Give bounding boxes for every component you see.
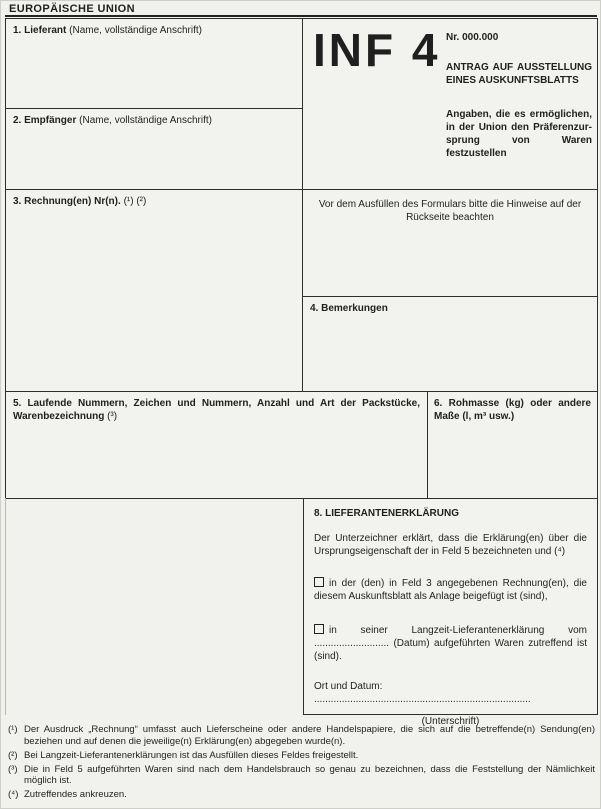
footnotes [8, 724, 595, 803]
footnote-2 [8, 750, 595, 762]
declaration-intro: Der Unterzeichner erklärt, dass die Erklärung(en) über die Ursprungseigenschaft der in Feld 5 bezeichneten und (⁴) [314, 533, 587, 557]
footnote-3 [8, 764, 595, 787]
field-3-label: 3. Rechnung(en) Nr(n). [13, 196, 121, 207]
field-4-input-area[interactable] [303, 317, 597, 391]
field-1-label: 1. Lieferant [13, 25, 67, 36]
field-5-label-row [6, 392, 427, 423]
field-5-hint: (³) [107, 411, 118, 422]
footnote-1 [8, 724, 595, 747]
field-2-label: 2. Empfänger [13, 115, 77, 126]
field-6-input-area[interactable] [428, 424, 597, 498]
field-6-rohmasse-box [427, 391, 598, 499]
field-5-label: 5. Laufende Nummern, Zeichen und Nummern, Anzahl und Art der Packstücke, Warenbezeichnung [13, 398, 420, 422]
field-4-label: 4. Bemerkungen [310, 303, 388, 314]
page-title: EUROPÄISCHE UNION [9, 3, 135, 15]
footnote-1-marker: (¹) [8, 724, 18, 735]
form-heading-block [446, 32, 592, 160]
footnote-3-marker: (³) [8, 763, 18, 775]
field-4-label-row [303, 297, 597, 315]
footnote-3-text: Die in Feld 5 aufgeführten Waren sind nach dem Handelsbrauch so genau zu bezeichnen, dass die Feststellung der Nämlichkeit möglich ist. [24, 763, 595, 786]
footnote-2-marker: (²) [8, 749, 18, 761]
declaration-option-2-text: in seiner Langzeit-Lieferantenerklärung vom ........................... (Datum) aufgeführten Waren zutreffend ist (sind). [314, 625, 587, 662]
field-3-hint: (¹) (²) [123, 196, 147, 207]
field-5-warenbezeichnung-box [5, 391, 428, 499]
field-6-label-row [428, 392, 597, 423]
place-date-row [314, 680, 587, 706]
place-date-line[interactable]: .............................................................................. [314, 694, 531, 705]
field-8-content [304, 499, 597, 728]
field-2-empfaenger-box [5, 108, 303, 190]
footnote-4-text: Zutreffendes ankreuzen. [24, 789, 127, 800]
field-2-label-row [6, 109, 302, 127]
inf4-header-box [302, 18, 598, 190]
field-6-label: 6. Rohmasse (kg) oder andere Maße (l, m³ usw.) [434, 398, 591, 422]
declaration-option-1 [314, 577, 587, 603]
notice-text: Vor dem Ausfüllen des Formulars bitte die Hinweise auf der Rückseite beachten [318, 199, 582, 223]
field-1-lieferant-box [5, 18, 303, 109]
form-subheading: Angaben, die es ermöglichen, in der Union den Präferenzursprung von Waren festzustellen [446, 109, 592, 159]
place-date-label: Ort und Datum: [314, 681, 383, 692]
notice-box [302, 189, 598, 297]
field-3-input-area[interactable] [6, 210, 302, 391]
footnote-4 [8, 789, 595, 801]
header-rule [5, 15, 597, 17]
footnote-1-text: Der Ausdruck „Rechnung“ umfasst auch Lieferscheine oder andere Handelspapiere, die sich auf die betreffende(n) Sendung(en) beziehen und auf denen die jeweilige(n) Erklärung(en) abgegeben wurde(n). [24, 724, 595, 747]
declaration-option-2 [314, 624, 587, 663]
signature-label: (Unterschrift) [421, 716, 480, 727]
form-code-title: INF 4 [313, 24, 441, 76]
field-3-rechnungen-box [5, 189, 303, 392]
declaration-option-1-text: in der (den) in Feld 3 angegebenen Rechnung(en), die diesem Auskunftsblatt als Anlage beigefügt ist (sind), [314, 578, 587, 602]
field-2-input-area[interactable] [6, 129, 302, 189]
field-1-hint: (Name, vollständige Anschrift) [69, 25, 202, 36]
checkbox-option-1-icon[interactable] [314, 577, 324, 587]
checkbox-option-2-icon[interactable] [314, 624, 324, 634]
form-heading: ANTRAG AUF AUSSTELLUNG EINES AUSKUNFTSBLATTS [446, 62, 592, 86]
form-serial-number: Nr. 000.000 [446, 32, 499, 43]
footnote-2-text: Bei Langzeit-Lieferantenerklärungen ist das Ausfüllen dieses Feldes freigestellt. [24, 749, 359, 761]
field-4-bemerkungen-box [302, 296, 598, 392]
field-8-lieferantenerklaerung-box [303, 498, 598, 727]
field-2-hint: (Name, vollständige Anschrift) [79, 115, 212, 126]
field-5-input-area[interactable] [6, 424, 427, 498]
field-8-title: 8. LIEFERANTENERKLÄRUNG [314, 508, 460, 519]
footnote-4-marker: (⁴) [8, 789, 19, 800]
field-1-input-area[interactable] [6, 39, 302, 108]
bottom-left-blank-area [5, 498, 303, 715]
field-3-label-row [6, 190, 302, 208]
field-1-label-row [6, 19, 302, 37]
